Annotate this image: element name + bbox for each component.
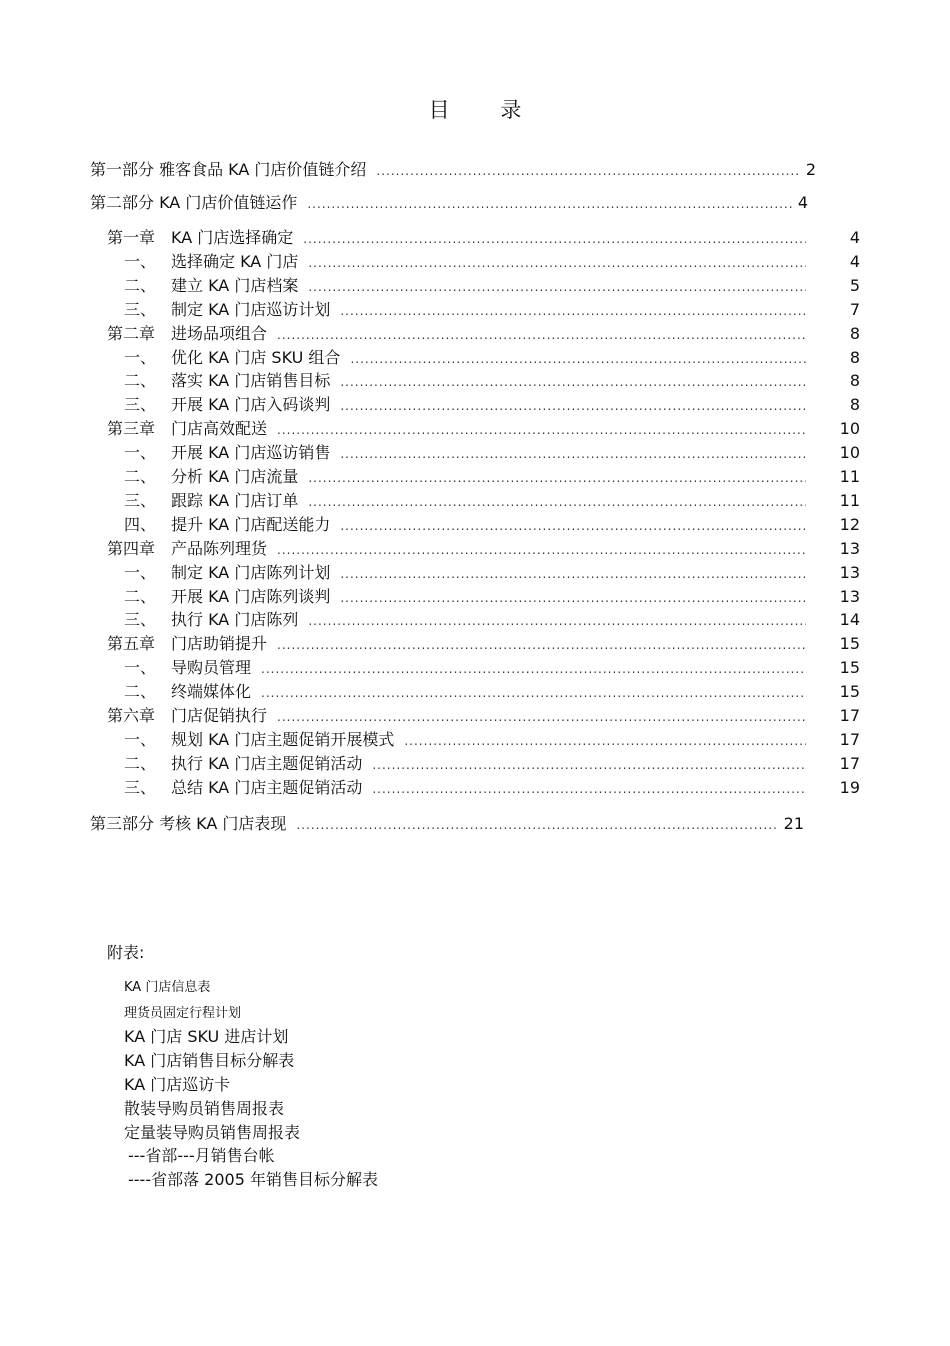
toc-entry-title: 执行 KA 门店陈列 (171, 610, 299, 629)
page-title: 目 录 (428, 98, 544, 122)
toc-page-number: 14 (839, 610, 860, 629)
toc-entry-number: 第二章 (107, 324, 156, 343)
toc-page-number: 17 (839, 754, 860, 773)
toc-section[interactable] (124, 657, 812, 679)
toc-entry-number: 四、 (124, 515, 157, 534)
toc-entry-number: 三、 (124, 395, 157, 414)
toc-leader-dots (404, 730, 806, 752)
appendix-item: ----省部落 2005 年销售目标分解表 (128, 1170, 378, 1189)
toc-page-number: 15 (839, 658, 860, 677)
toc-leader-dots (296, 814, 777, 836)
toc-section[interactable] (124, 490, 812, 512)
toc-entry-title: 分析 KA 门店流量 (171, 467, 299, 486)
toc-entry-title: 开展 KA 门店陈列谈判 (171, 587, 331, 606)
toc-page-number: 19 (839, 778, 860, 797)
toc-entry-number: 二、 (124, 371, 157, 390)
toc-section[interactable] (124, 394, 812, 416)
toc-leader-dots (340, 371, 806, 393)
toc-section[interactable] (124, 275, 812, 297)
toc-page-number: 7 (849, 300, 860, 319)
toc-leader-dots (340, 300, 806, 322)
toc-page-number: 13 (839, 563, 860, 582)
toc-leader-dots (340, 587, 806, 609)
toc-page-number: 2 (805, 160, 816, 179)
toc-entry-number: 一、 (124, 443, 157, 462)
toc-leader-dots (277, 324, 806, 346)
appendix-item: 定量装导购员销售周报表 (124, 1123, 301, 1142)
toc-part-2[interactable] (90, 192, 808, 214)
toc-leader-dots (277, 706, 806, 728)
toc-entry-number: 第五章 (107, 634, 156, 653)
toc-page-number: 5 (849, 276, 860, 295)
toc-part-label: 第二部分 KA 门店价值链运作 (90, 193, 298, 212)
toc-entry-title: 规划 KA 门店主题促销开展模式 (171, 730, 395, 749)
toc-leader-dots (308, 467, 806, 489)
toc-section[interactable] (124, 586, 812, 608)
toc-entry-title: 制定 KA 门店巡访计划 (171, 300, 331, 319)
toc-leader-dots (277, 419, 806, 441)
appendix-item: KA 门店销售目标分解表 (124, 1051, 295, 1070)
toc-entry-title: 总结 KA 门店主题促销活动 (171, 778, 363, 797)
toc-entry-number: 第六章 (107, 706, 156, 725)
toc-page-number: 8 (849, 348, 860, 367)
toc-chapter[interactable] (107, 538, 812, 560)
toc-entry-number: 一、 (124, 658, 157, 677)
appendix-item: KA 门店 SKU 进店计划 (124, 1027, 289, 1046)
appendix-item: KA 门店信息表 (124, 980, 211, 995)
toc-entry-title: 选择确定 KA 门店 (171, 252, 299, 271)
toc-entry-title: 门店助销提升 (171, 634, 268, 653)
toc-leader-dots (277, 634, 806, 656)
toc-leader-dots (308, 276, 806, 298)
toc-part-label: 第一部分 雅客食品 KA 门店价值链介绍 (90, 160, 367, 179)
toc-page-number: 8 (849, 324, 860, 343)
toc-entry-title: 制定 KA 门店陈列计划 (171, 563, 331, 582)
toc-entry-number: 二、 (124, 467, 157, 486)
toc-section[interactable] (124, 562, 812, 584)
toc-leader-dots (340, 395, 806, 417)
toc-page-number: 4 (849, 252, 860, 271)
toc-page-number: 21 (783, 814, 804, 833)
appendix-heading: 附表: (107, 943, 145, 962)
toc-entry-number: 二、 (124, 754, 157, 773)
toc-entry-title: 优化 KA 门店 SKU 组合 (171, 348, 341, 367)
toc-entry-title: 产品陈列理货 (171, 539, 268, 558)
toc-page-number: 11 (839, 491, 860, 510)
toc-page-number: 12 (839, 515, 860, 534)
toc-entry-title: 门店促销执行 (171, 706, 268, 725)
toc-leader-dots (340, 515, 806, 537)
toc-leader-dots (372, 778, 806, 800)
toc-entry-title: 开展 KA 门店巡访销售 (171, 443, 331, 462)
toc-entry-number: 一、 (124, 348, 157, 367)
toc-page-number: 17 (839, 706, 860, 725)
toc-part-1[interactable] (90, 159, 816, 181)
toc-entry-title: KA 门店选择确定 (171, 228, 294, 247)
toc-entry-number: 第一章 (107, 228, 156, 247)
toc-part-label: 第三部分 考核 KA 门店表现 (90, 814, 287, 833)
toc-section[interactable] (124, 466, 812, 488)
toc-page-number: 10 (839, 443, 860, 462)
toc-entry-number: 三、 (124, 610, 157, 629)
toc-entry-number: 二、 (124, 587, 157, 606)
toc-section[interactable] (124, 609, 812, 631)
appendix-item: 理货员固定行程计划 (124, 1006, 242, 1021)
toc-entry-number: 第三章 (107, 419, 156, 438)
toc-page-number: 10 (839, 419, 860, 438)
toc-leader-dots (308, 610, 806, 632)
appendix-item: 散装导购员销售周报表 (124, 1099, 285, 1118)
toc-leader-dots (372, 754, 806, 776)
toc-page-number: 13 (839, 587, 860, 606)
toc-section[interactable] (124, 777, 812, 799)
toc-page-number: 13 (839, 539, 860, 558)
toc-page-number: 8 (849, 395, 860, 414)
toc-entry-number: 二、 (124, 682, 157, 701)
toc-entry-title: 开展 KA 门店入码谈判 (171, 395, 331, 414)
toc-leader-dots (376, 160, 799, 182)
appendix-item: ---省部---月销售台帐 (128, 1146, 275, 1165)
toc-entry-number: 一、 (124, 730, 157, 749)
toc-entry-title: 跟踪 KA 门店订单 (171, 491, 299, 510)
toc-page-number: 15 (839, 682, 860, 701)
toc-section[interactable] (124, 442, 812, 464)
toc-entry-title: 建立 KA 门店档案 (171, 276, 299, 295)
toc-page-number: 15 (839, 634, 860, 653)
toc-chapter[interactable] (107, 227, 812, 249)
toc-section[interactable] (124, 251, 812, 273)
toc-entry-number: 一、 (124, 563, 157, 582)
toc-leader-dots (308, 491, 806, 513)
toc-section[interactable] (124, 514, 812, 536)
toc-page-number: 11 (839, 467, 860, 486)
toc-page-number: 4 (797, 193, 808, 212)
toc-leader-dots (261, 682, 806, 704)
toc-part-3[interactable] (90, 813, 804, 835)
toc-leader-dots (350, 348, 806, 370)
toc-section[interactable] (124, 370, 812, 392)
toc-section[interactable] (124, 347, 812, 369)
toc-leader-dots (308, 252, 806, 274)
toc-leader-dots (307, 193, 791, 215)
toc-leader-dots (340, 563, 806, 585)
toc-section[interactable] (124, 753, 812, 775)
toc-entry-title: 终端媒体化 (171, 682, 252, 701)
toc-chapter[interactable] (107, 323, 812, 345)
toc-entry-number: 一、 (124, 252, 157, 271)
toc-entry-title: 门店高效配送 (171, 419, 268, 438)
toc-entry-title: 执行 KA 门店主题促销活动 (171, 754, 363, 773)
toc-leader-dots (303, 228, 806, 250)
toc-entry-title: 提升 KA 门店配送能力 (171, 515, 331, 534)
toc-entry-title: 导购员管理 (171, 658, 252, 677)
toc-chapter[interactable] (107, 418, 812, 440)
appendix-item: KA 门店巡访卡 (124, 1075, 231, 1094)
toc-section[interactable] (124, 299, 812, 321)
toc-entry-number: 二、 (124, 276, 157, 295)
toc-leader-dots (261, 658, 806, 680)
toc-entry-number: 三、 (124, 300, 157, 319)
toc-section[interactable] (124, 681, 812, 703)
toc-page-number: 17 (839, 730, 860, 749)
toc-entry-number: 第四章 (107, 539, 156, 558)
toc-entry-title: 进场品项组合 (171, 324, 268, 343)
toc-page-number: 8 (849, 371, 860, 390)
toc-entry-title: 落实 KA 门店销售目标 (171, 371, 331, 390)
toc-page-number: 4 (849, 228, 860, 247)
toc-entry-number: 三、 (124, 778, 157, 797)
toc-leader-dots (340, 443, 806, 465)
toc-leader-dots (277, 539, 806, 561)
toc-entry-number: 三、 (124, 491, 157, 510)
toc-chapter[interactable] (107, 633, 812, 655)
toc-section[interactable] (124, 729, 812, 751)
toc-chapter[interactable] (107, 705, 812, 727)
